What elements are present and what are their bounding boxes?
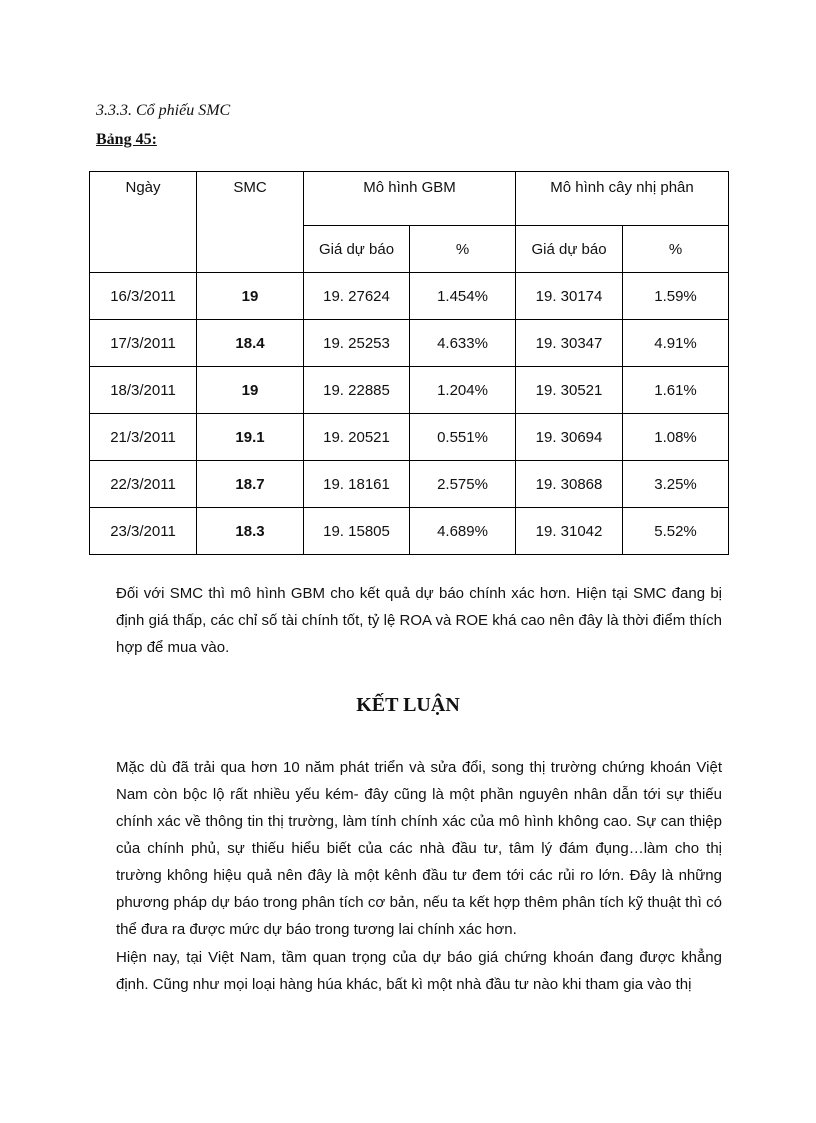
cell-gbm-percent: 0.551% <box>410 414 516 461</box>
conclusion-paragraph-1: Mặc dù đã trải qua hơn 10 năm phát triển và sửa đổi, song thị trường chứng khoán Việt Nam còn bộc lộ rất nhiều yếu kém- đây cũng là một phần nguyên nhân dẫn tới sự thiếu chính xác về thông tin thị trường, làm tính chính xác của mô hình không cao. Sự can thiệp của chính phủ, sự thiếu hiểu biết của các nhà đầu tư, tâm lý đám đụng…làm cho thị trường không hiệu quả nên đây là một kênh đầu tư đem tới các rủi ro lớn. Đây là những phương pháp dự báo trong phân tích cơ bản, nếu ta kết hợp thêm phân tích kỹ thuật thì có thể đưa ra được mức dự báo trong tương lai chính xác hơn. <box>116 759 722 938</box>
cell-date: 16/3/2011 <box>90 273 197 320</box>
cell-smc: 19 <box>197 367 304 414</box>
cell-binomial-price: 19. 30521 <box>516 367 623 414</box>
header-smc: SMC <box>197 172 304 273</box>
cell-binomial-percent: 5.52% <box>623 508 729 555</box>
cell-binomial-price: 19. 30868 <box>516 461 623 508</box>
smc-forecast-table <box>89 171 729 555</box>
cell-binomial-price: 19. 30694 <box>516 414 623 461</box>
cell-date: 23/3/2011 <box>90 508 197 555</box>
cell-binomial-percent: 1.61% <box>623 367 729 414</box>
analysis-paragraph: Đối với SMC thì mô hình GBM cho kết quả dự báo chính xác hơn. Hiện tại SMC đang bị định giá thấp, các chỉ số tài chính tốt, tỷ lệ ROA và ROE khá cao nên đây là thời điểm thích hợp để mua vào. <box>116 585 722 656</box>
cell-binomial-price: 19. 31042 <box>516 508 623 555</box>
cell-gbm-percent: 2.575% <box>410 461 516 508</box>
cell-gbm-price: 19. 22885 <box>304 367 410 414</box>
cell-date: 17/3/2011 <box>90 320 197 367</box>
cell-gbm-price: 19. 15805 <box>304 508 410 555</box>
header-gbm-forecast: Giá dự báo <box>304 226 410 273</box>
cell-smc: 19.1 <box>197 414 304 461</box>
conclusion-paragraph-2: Hiện nay, tại Việt Nam, tầm quan trọng của dự báo giá chứng khoán đang được khẳng định. Cũng như mọi loại hàng húa khác, bất kì một nhà đầu tư nào khi tham gia vào thị <box>116 949 722 993</box>
cell-gbm-percent: 4.633% <box>410 320 516 367</box>
header-binomial-forecast: Giá dự báo <box>516 226 623 273</box>
cell-date: 21/3/2011 <box>90 414 197 461</box>
table-row <box>90 461 729 508</box>
table-row <box>90 320 729 367</box>
cell-gbm-price: 19. 18161 <box>304 461 410 508</box>
cell-binomial-percent: 3.25% <box>623 461 729 508</box>
cell-binomial-price: 19. 30174 <box>516 273 623 320</box>
table-row <box>90 367 729 414</box>
cell-binomial-percent: 1.59% <box>623 273 729 320</box>
cell-date: 22/3/2011 <box>90 461 197 508</box>
header-binomial-percent: % <box>623 226 729 273</box>
cell-binomial-percent: 1.08% <box>623 414 729 461</box>
table-row <box>90 273 729 320</box>
cell-binomial-percent: 4.91% <box>623 320 729 367</box>
cell-smc: 18.4 <box>197 320 304 367</box>
cell-gbm-percent: 1.454% <box>410 273 516 320</box>
cell-binomial-price: 19. 30347 <box>516 320 623 367</box>
header-date: Ngày <box>90 172 197 273</box>
table-header-row <box>90 172 729 226</box>
cell-smc: 18.7 <box>197 461 304 508</box>
table-row <box>90 508 729 555</box>
header-gbm-percent: % <box>410 226 516 273</box>
conclusion-heading: KẾT LUẬN <box>356 694 460 716</box>
cell-gbm-price: 19. 27624 <box>304 273 410 320</box>
cell-smc: 18.3 <box>197 508 304 555</box>
table-caption: Bảng 45: <box>96 131 157 148</box>
cell-gbm-price: 19. 20521 <box>304 414 410 461</box>
cell-smc: 19 <box>197 273 304 320</box>
header-binomial-model: Mô hình cây nhị phân <box>516 172 729 226</box>
section-title: 3.3.3. Cổ phiếu SMC <box>96 102 231 119</box>
cell-date: 18/3/2011 <box>90 367 197 414</box>
cell-gbm-percent: 4.689% <box>410 508 516 555</box>
header-gbm-model: Mô hình GBM <box>304 172 516 226</box>
table-row <box>90 414 729 461</box>
cell-gbm-percent: 1.204% <box>410 367 516 414</box>
cell-gbm-price: 19. 25253 <box>304 320 410 367</box>
